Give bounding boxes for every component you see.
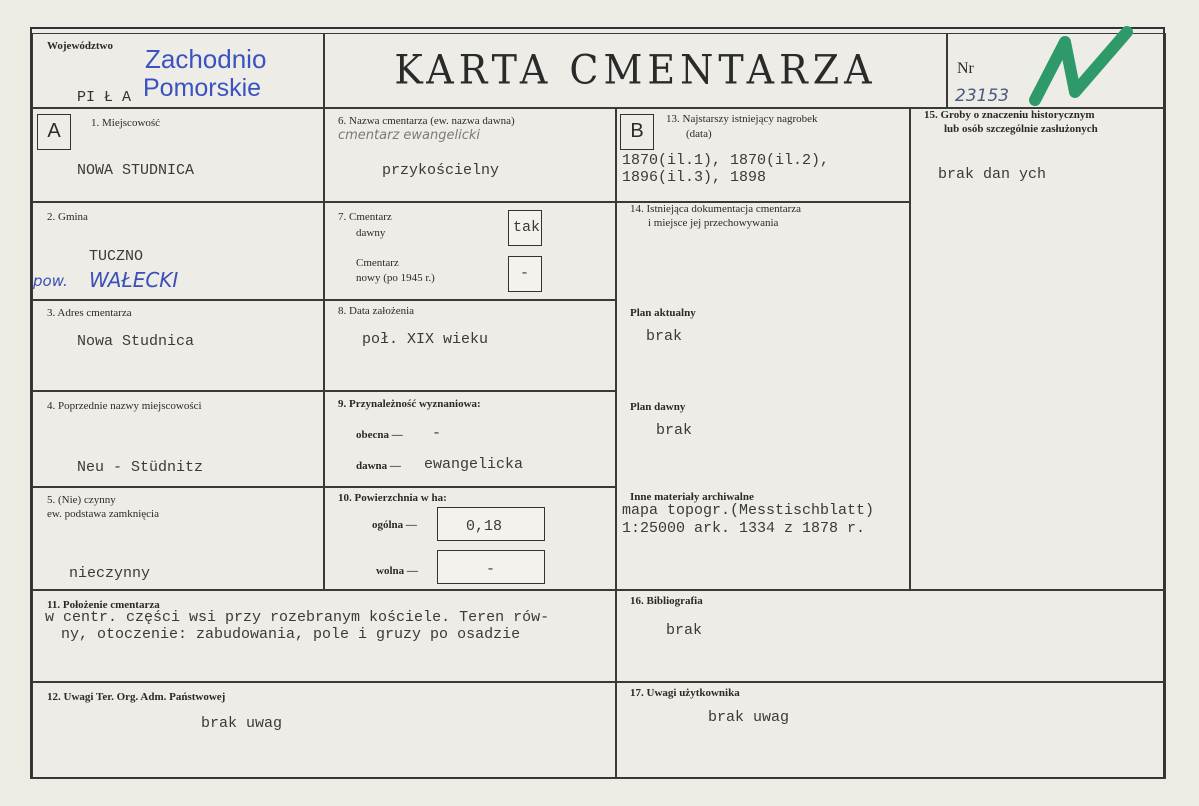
archive-line1: mapa topogr.(Messtischblatt)	[622, 502, 875, 519]
field-15-value: brak dan ych	[938, 166, 1047, 183]
field-9-current-label: obecna —	[356, 429, 403, 441]
field-13-line2: 1896(il.3), 1898	[622, 169, 767, 186]
check-mark-icon	[1017, 22, 1147, 107]
field-6-label: 6. Nazwa cmentarza (ew. nazwa dawna)	[338, 115, 515, 127]
field-9-label: 9. Przynależność wyznaniowa:	[338, 398, 481, 410]
field-2-label: 2. Gmina	[47, 211, 88, 223]
field-13-label-line2: (data)	[686, 128, 712, 140]
field-15-cell	[909, 107, 1166, 591]
field-4-label: 4. Poprzednie nazwy miejscowości	[47, 400, 202, 412]
stamp-line2: Pomorskie	[143, 74, 262, 102]
field-12-value: brak uwag	[201, 715, 283, 732]
field-17-label: 17. Uwagi użytkownika	[630, 687, 740, 699]
field-7-new-box	[508, 256, 542, 292]
field-1-cell	[32, 107, 325, 203]
field-16-value: brak	[666, 622, 703, 639]
field-8-cell	[323, 299, 617, 392]
field-4-cell	[32, 390, 325, 488]
field-9-former-value: ewangelicka	[424, 456, 524, 473]
field-10-total-value: 0,18	[466, 518, 503, 535]
field-1-value: NOWA STUDNICA	[77, 162, 195, 179]
field-7-old-box	[508, 210, 542, 246]
voivodeship-label: Województwo	[47, 40, 113, 52]
field-7-old-label-2: dawny	[356, 227, 386, 239]
section-a-box: A	[37, 114, 71, 150]
field-6-value: przykościelny	[382, 162, 500, 179]
field-9-current-value: -	[432, 425, 442, 442]
field-8-label: 8. Data założenia	[338, 305, 415, 317]
typed-pila: PI Ł A	[77, 89, 132, 106]
field-7-new-value: -	[520, 265, 530, 282]
field-3-cell	[32, 299, 325, 392]
number-label: Nr	[957, 60, 974, 77]
cemetery-card	[30, 27, 1165, 779]
field-13-line1: 1870(il.1), 1870(il.2),	[622, 152, 830, 169]
card-title: KARTA CMENTARZA	[394, 46, 877, 94]
field-17-value: brak uwag	[708, 709, 790, 726]
field-13-label-line1: 13. Najstarszy istniejący nagrobek	[666, 113, 818, 125]
stamp-line1: Zachodnio	[145, 44, 267, 74]
plan-old-label: Plan dawny	[630, 401, 686, 413]
plan-current-value: brak	[646, 328, 683, 345]
field-12-label: 12. Uwagi Ter. Org. Adm. Państwowej	[47, 691, 226, 703]
field-9-former-label: dawna —	[356, 460, 401, 472]
archive-line2: 1:25000 ark. 1334 z 1878 r.	[622, 520, 866, 537]
field-16-label: 16. Bibliografia	[630, 595, 703, 607]
field-7-new-label-1: Cmentarz	[356, 257, 399, 269]
archive-label: Inne materiały archiwalne	[630, 491, 754, 503]
field-2-value: TUCZNO	[89, 248, 144, 265]
field-2-hand-prefix: pow.	[33, 272, 68, 290]
field-10-free-box	[437, 550, 545, 584]
field-9-cell	[323, 390, 617, 488]
field-10-free-value: -	[486, 561, 496, 578]
number-handwritten: 23153	[955, 86, 1010, 106]
field-10-label: 10. Powierzchnia w ha:	[338, 492, 447, 504]
field-7-old-label-1: 7. Cmentarz	[338, 211, 392, 223]
field-3-label: 3. Adres cmentarza	[47, 307, 132, 319]
field-7-cell	[323, 201, 617, 301]
field-14-cell	[615, 201, 911, 591]
field-14-label-line1: 14. Istniejąca dokumentacja cmentarza	[630, 203, 802, 215]
field-10-free-label: wolna —	[376, 565, 418, 577]
field-11-cell	[32, 589, 617, 683]
field-3-value: Nowa Studnica	[77, 333, 195, 350]
plan-current-label: Plan aktualny	[630, 307, 696, 319]
field-11-line1: w centr. części wsi przy rozebranym kościele. Teren rów-	[45, 609, 550, 626]
field-2-cell	[32, 201, 325, 301]
field-5-value: nieczynny	[69, 565, 151, 582]
field-15-label-line2: lub osób szczególnie zasłużonych	[944, 123, 1098, 135]
field-10-cell	[323, 486, 617, 591]
field-6-hand-value: cmentarz ewangelicki	[338, 128, 481, 143]
field-7-old-value: tak	[513, 219, 541, 236]
field-11-line2: ny, otoczenie: zabudowania, pole i gruzy po osadzie	[61, 626, 521, 643]
field-10-total-box	[437, 507, 545, 541]
field-13-cell	[615, 107, 911, 203]
field-5-cell	[32, 486, 325, 591]
voivodeship-cell	[32, 33, 325, 109]
field-11-label: 11. Położenie cmentarza	[47, 599, 160, 611]
title-cell	[323, 33, 948, 109]
field-5-label-line2: ew. podstawa zamknięcia	[47, 508, 159, 520]
field-14-label-line2: i miejsce jej przechowywania	[648, 217, 779, 229]
field-8-value: poł. XIX wieku	[362, 331, 489, 348]
field-12-cell	[32, 681, 617, 779]
field-10-total-label: ogólna —	[372, 519, 417, 531]
section-b-box: B	[620, 114, 654, 150]
field-15-label-line1: 15. Groby o znaczeniu historycznym	[924, 109, 1095, 121]
number-cell	[946, 33, 1166, 109]
field-2-hand-value: WAŁECKI	[89, 268, 179, 292]
field-6-cell	[323, 107, 617, 203]
field-17-cell	[615, 681, 1166, 779]
field-5-label-line1: 5. (Nie) czynny	[47, 494, 116, 506]
field-1-label: 1. Miejscowość	[91, 117, 161, 129]
field-16-cell	[615, 589, 1166, 683]
field-4-value: Neu - Stüdnitz	[77, 459, 204, 476]
plan-old-value: brak	[656, 422, 693, 439]
field-7-new-label-2: nowy (po 1945 r.)	[356, 272, 435, 284]
